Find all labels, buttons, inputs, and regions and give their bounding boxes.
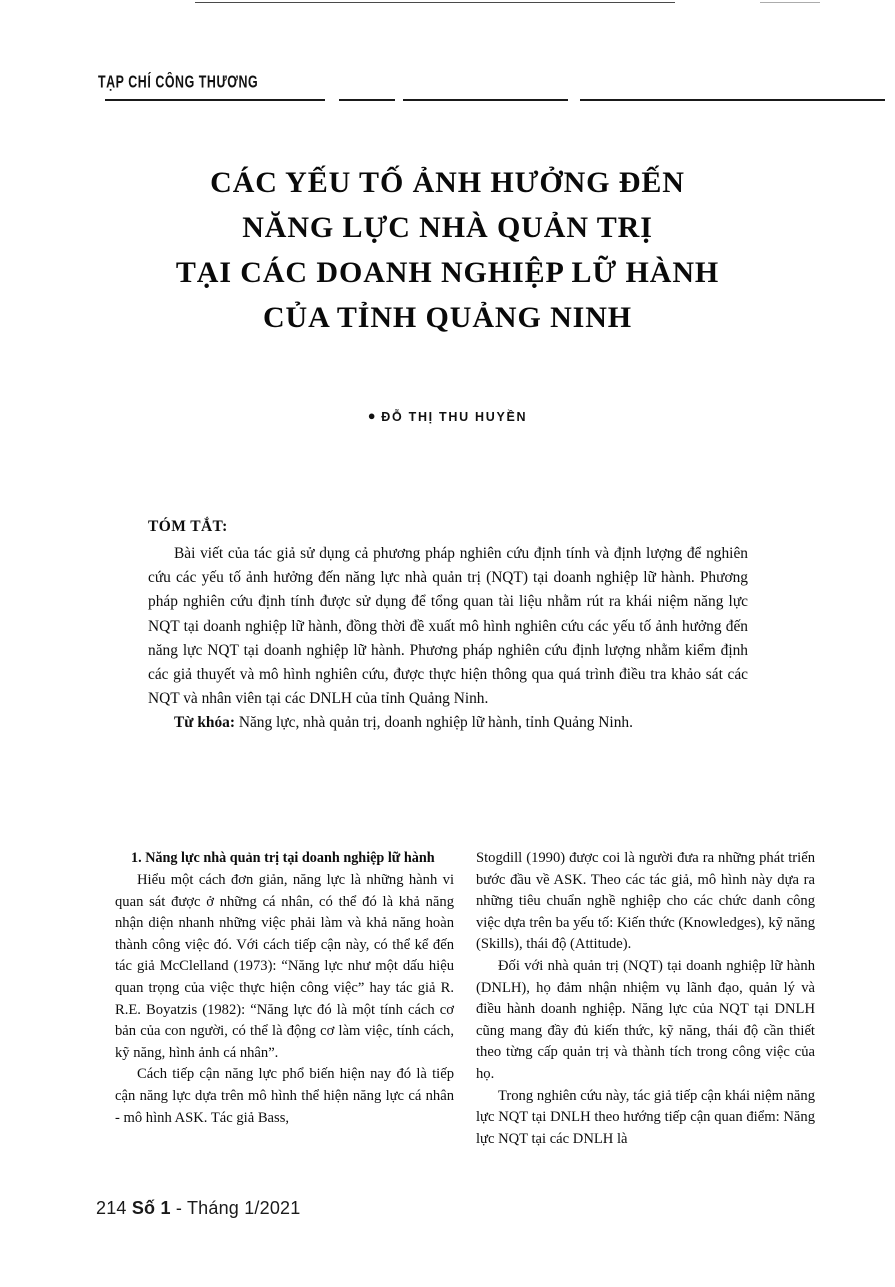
scan-artifact-line-top	[195, 2, 675, 3]
footer-month: Tháng 1/2021	[186, 1198, 301, 1218]
bullet-icon: ●	[367, 408, 378, 423]
scan-gap	[395, 98, 403, 102]
section-heading-1: 1. Năng lực nhà quản trị tại doanh nghiệp lữ hành	[131, 850, 435, 866]
right-column-paragraph-3: Trong nghiên cứu này, tác giả tiếp cận khái niệm năng lực NQT tại DNLH theo hướng tiếp cận quan điểm: Năng lực NQT tại các DNLH là	[476, 1087, 815, 1147]
article-title	[0, 160, 895, 340]
abstract-section	[148, 518, 748, 736]
masthead-title: TẠP CHÍ CÔNG THƯƠNG	[98, 72, 259, 92]
left-column-paragraph-1: Hiểu một cách đơn giản, năng lực là những hành vi quan sát được ở những cá nhân, có thể đó là khả năng nhận diện nhanh những việc phải làm và khả năng hoàn thành công việc đó. Với cách tiếp cận này, có thể kể đến tác giả McClelland (1973): “Năng lực như một dấu hiệu quan trọng của việc thực hiện công việc” hay tác giả R. R.E. Boyatzis (1982): “Năng lực đó là một tính cách cơ bản của con người, có thể là động cơ làm việc, tính cách, kỹ năng, hình ảnh cá nhân”.	[115, 872, 454, 1061]
scan-gap	[325, 98, 339, 102]
article-title-line-4: CỦA TỈNH QUẢNG NINH	[262, 301, 633, 334]
footer-separator: -	[170, 1198, 187, 1218]
author-name: ĐỖ THỊ THU HUYỀN	[381, 410, 528, 424]
article-title-line-3: TẠI CÁC DOANH NGHIỆP LỮ HÀNH	[175, 256, 720, 289]
left-column	[115, 848, 454, 1178]
right-column-paragraph-1: Stogdill (1990) được coi là người đưa ra những phát triển bước đầu về ASK. Theo các tác giả, mô hình này dựa ra những tiêu chuẩn nghề nghiệp cho các chức danh công việc dựa trên ba yếu tố: Kiến thức (Knowledges), kỹ năng (Skills), thái độ (Attitude).	[476, 850, 815, 953]
keywords-label: Từ khóa:	[174, 714, 235, 732]
right-column-paragraph-2: Đối với nhà quản trị (NQT) tại doanh nghiệp lữ hành (DNLH), họ đảm nhận nhiệm vụ lãnh đạo, quản lý và điều hành doanh nghiệp. Năng lực của NQT tại DNLH cũng mang đầy đủ kiến thức, kỹ năng, thái độ cần thiết theo từng cấp quản trị và thành tích trong công việc của họ.	[476, 957, 815, 1082]
keywords-text: Năng lực, nhà quản trị, doanh nghiệp lữ hành, tỉnh Quảng Ninh.	[234, 714, 633, 732]
scan-artifact-line-top-right	[760, 2, 820, 3]
page-footer	[96, 1198, 300, 1219]
abstract-keywords	[148, 711, 748, 735]
abstract-heading: TÓM TẮT:	[148, 518, 228, 535]
author-byline	[0, 408, 895, 424]
body-columns	[115, 848, 815, 1178]
footer-issue: Số 1	[131, 1198, 171, 1218]
article-title-line-2: NĂNG LỰC NHÀ QUẢN TRỊ	[242, 211, 653, 244]
scan-gap	[568, 98, 580, 102]
right-column	[476, 848, 815, 1178]
masthead-divider	[105, 99, 885, 101]
left-column-paragraph-2: Cách tiếp cận năng lực phổ biến hiện nay đó là tiếp cận năng lực dựa trên mô hình thể hiện năng lực cá nhân - mô hình ASK. Tác giả Bass,	[115, 1066, 454, 1126]
article-title-line-1: CÁC YẾU TỐ ẢNH HƯỞNG ĐẾN	[210, 166, 685, 199]
abstract-body: Bài viết của tác giả sử dụng cả phương pháp nghiên cứu định tính và định lượng để nghiên cứu các yếu tố ảnh hưởng đến năng lực nhà quản trị (NQT) tại doanh nghiệp lữ hành. Phương pháp nghiên cứu định tính được sử dụng để tổng quan tài liệu nhằm rút ra khái niệm năng lực NQT tại doanh nghiệp lữ hành, đồng thời đề xuất mô hình nghiên cứu các yếu tố ảnh hưởng đến năng lực NQT tại doanh nghiệp lữ hành. Phương pháp nghiên cứu định lượng nhằm kiểm định các giả thuyết và mô hình nghiên cứu, được thực hiện thông qua quá trình điều tra khảo sát các NQT và nhân viên tại các DNLH của tỉnh Quảng Ninh.	[148, 545, 748, 708]
footer-page-number: 214	[96, 1198, 127, 1218]
